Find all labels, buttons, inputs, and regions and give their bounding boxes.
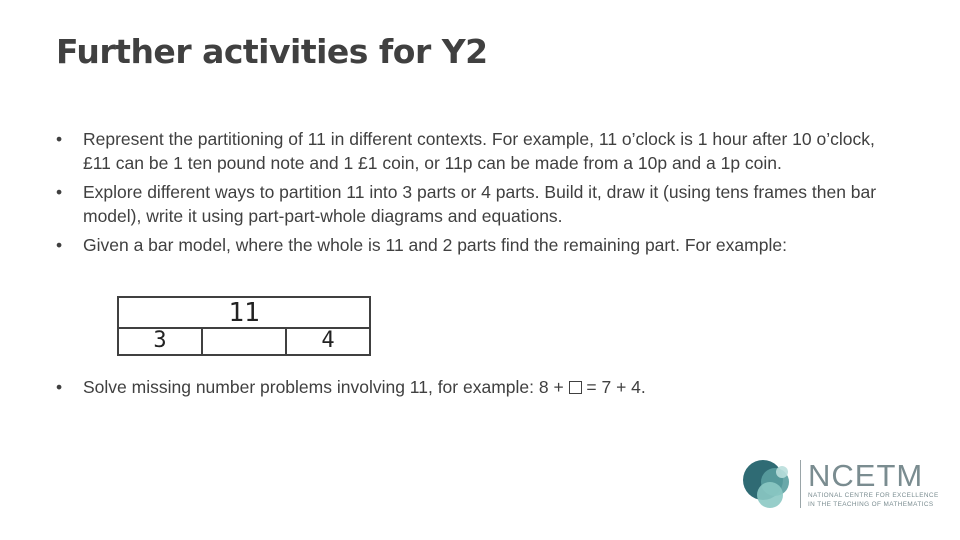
bullet-text-before: Solve missing number problems involving 11, for example: 8 + — [83, 377, 569, 397]
logo-divider — [800, 460, 801, 508]
bullet-item-missing-number — [56, 376, 933, 400]
bullet-dot: • — [56, 182, 63, 202]
ncetm-logo — [742, 458, 939, 510]
bar-model — [117, 296, 371, 356]
bullet-item — [56, 181, 906, 228]
bullet-text: Represent the partitioning of 11 in different contexts. For example, 11 o’clock is 1 hour after 10 o’clock, £11 can be 1 ten pound note and 1 £1 coin, or 11p can be made from a 10p and a 1p coin. — [83, 129, 875, 173]
bullet-dot: • — [56, 377, 63, 397]
bullet-text-after: = 7 + 4. — [581, 377, 646, 397]
logo-wordmark: NCETM — [808, 458, 924, 493]
ncetm-logo-mark-icon — [742, 458, 794, 510]
bar-model-whole: 11 — [228, 297, 260, 328]
bullet-text: Given a bar model, where the whole is 11 and 2 parts find the remaining part. For example: — [83, 235, 787, 255]
missing-number-box-icon — [569, 381, 582, 394]
bar-model-part-missing — [201, 327, 285, 354]
bullet-text: Explore different ways to partition 11 into 3 parts or 4 parts. Build it, draw it (using tens frames then bar model), write it using part-part-whole diagrams and equations. — [83, 182, 877, 226]
slide-title: Further activities for Y2 — [56, 32, 488, 71]
bullet-list — [56, 128, 906, 264]
logo-subtitle-line-1: NATIONAL CENTRE FOR EXCELLENCE — [808, 492, 939, 499]
bullet-item — [56, 128, 906, 175]
bullet-dot: • — [56, 129, 63, 149]
bar-model-whole-row — [119, 298, 369, 329]
bullet-dot: • — [56, 235, 63, 255]
bar-model-part-1: 3 — [153, 328, 167, 353]
logo-subtitle-line-2: IN THE TEACHING OF MATHEMATICS — [808, 501, 934, 508]
bullet-item — [56, 234, 906, 258]
bar-model-parts-row — [119, 327, 369, 354]
bar-model-part-2: 4 — [285, 327, 369, 354]
